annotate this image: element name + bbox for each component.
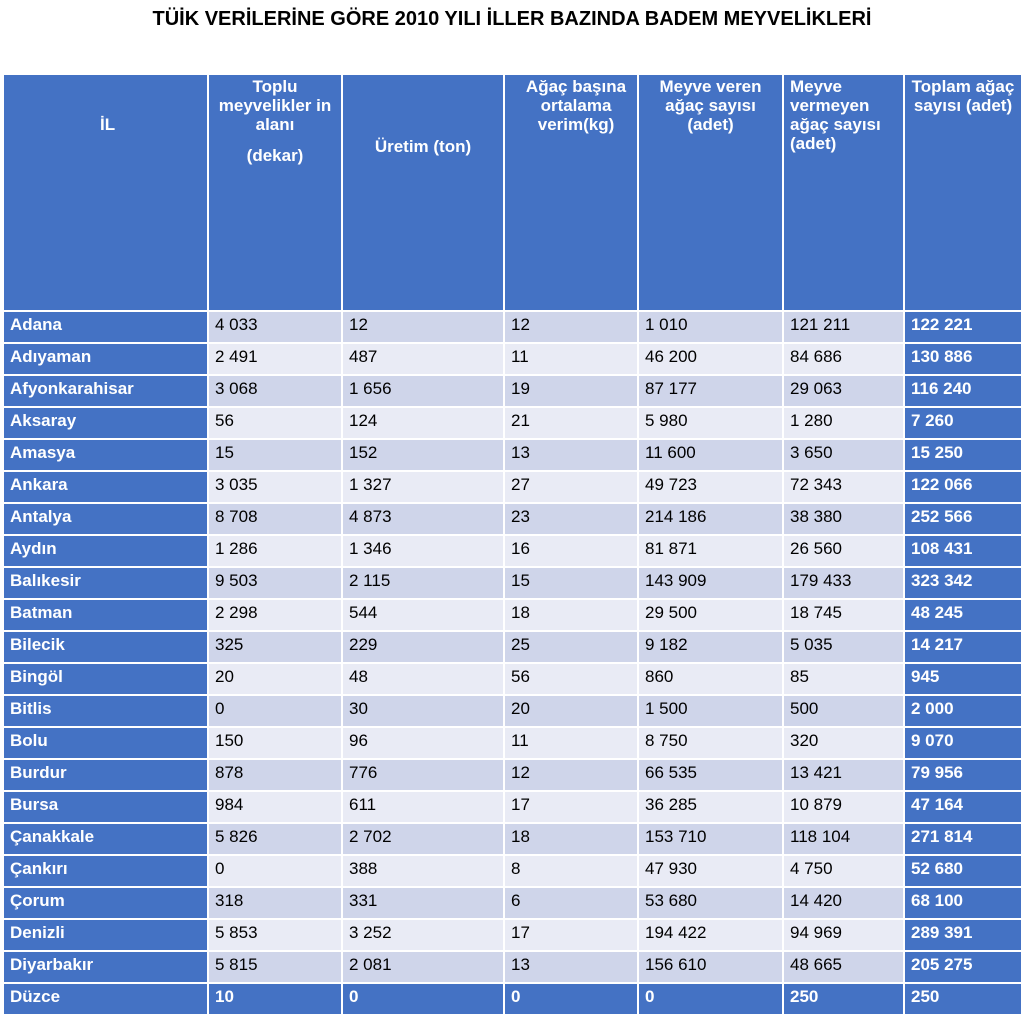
- cell-uretim: 30: [342, 695, 504, 727]
- cell-alan: 0: [208, 695, 342, 727]
- cell-uretim: 544: [342, 599, 504, 631]
- cell-vermeyen: 84 686: [783, 343, 904, 375]
- cell-verim: 17: [504, 919, 638, 951]
- cell-toplam: 289 391: [904, 919, 1022, 951]
- cell-toplam: 79 956: [904, 759, 1022, 791]
- cell-veren: 153 710: [638, 823, 783, 855]
- cell-verim: 13: [504, 439, 638, 471]
- table-row: [3, 471, 1022, 503]
- cell-veren: 66 535: [638, 759, 783, 791]
- cell-il: Çanakkale: [3, 823, 208, 855]
- cell-verim: 18: [504, 599, 638, 631]
- cell-vermeyen: 1 280: [783, 407, 904, 439]
- cell-il: Denizli: [3, 919, 208, 951]
- cell-verim: 16: [504, 535, 638, 567]
- cell-il: Amasya: [3, 439, 208, 471]
- cell-toplam: 271 814: [904, 823, 1022, 855]
- cell-il: Afyonkarahisar: [3, 375, 208, 407]
- cell-toplam: 2 000: [904, 695, 1022, 727]
- table-row: [3, 439, 1022, 471]
- cell-alan: 150: [208, 727, 342, 759]
- cell-vermeyen: 72 343: [783, 471, 904, 503]
- cell-toplam: 945: [904, 663, 1022, 695]
- cell-il: Burdur: [3, 759, 208, 791]
- cell-vermeyen: 500: [783, 695, 904, 727]
- cell-uretim: 96: [342, 727, 504, 759]
- cell-toplam: 15 250: [904, 439, 1022, 471]
- cell-alan: 10: [208, 983, 342, 1015]
- cell-vermeyen: 29 063: [783, 375, 904, 407]
- cell-alan: 5 826: [208, 823, 342, 855]
- table-row: [3, 951, 1022, 983]
- cell-il: Çankırı: [3, 855, 208, 887]
- cell-veren: 53 680: [638, 887, 783, 919]
- header-alan: Toplu meyvelikler in alanı (dekar): [208, 74, 342, 311]
- table-row: [3, 663, 1022, 695]
- cell-toplam: 14 217: [904, 631, 1022, 663]
- cell-il: Düzce: [3, 983, 208, 1015]
- table-row: [3, 823, 1022, 855]
- cell-toplam: 9 070: [904, 727, 1022, 759]
- cell-alan: 2 298: [208, 599, 342, 631]
- header-toplam: Toplam ağaç sayısı (adet): [904, 74, 1022, 311]
- cell-uretim: 1 656: [342, 375, 504, 407]
- cell-toplam: 122 066: [904, 471, 1022, 503]
- cell-il: Bursa: [3, 791, 208, 823]
- table-row: [3, 727, 1022, 759]
- table-row: [3, 919, 1022, 951]
- data-table: [2, 73, 1023, 1016]
- cell-uretim: 0: [342, 983, 504, 1015]
- cell-veren: 11 600: [638, 439, 783, 471]
- cell-veren: 1 010: [638, 311, 783, 343]
- cell-veren: 156 610: [638, 951, 783, 983]
- cell-uretim: 487: [342, 343, 504, 375]
- cell-alan: 5 815: [208, 951, 342, 983]
- page-title: TÜİK VERİLERİNE GÖRE 2010 YILI İLLER BAZINDA BADEM MEYVELİKLERİ: [152, 8, 872, 30]
- table-row: [3, 375, 1022, 407]
- cell-uretim: 776: [342, 759, 504, 791]
- cell-veren: 9 182: [638, 631, 783, 663]
- cell-veren: 81 871: [638, 535, 783, 567]
- cell-toplam: 205 275: [904, 951, 1022, 983]
- cell-veren: 5 980: [638, 407, 783, 439]
- cell-veren: 29 500: [638, 599, 783, 631]
- cell-veren: 214 186: [638, 503, 783, 535]
- cell-verim: 27: [504, 471, 638, 503]
- table-row: [3, 855, 1022, 887]
- cell-il: Bitlis: [3, 695, 208, 727]
- cell-verim: 13: [504, 951, 638, 983]
- cell-verim: 20: [504, 695, 638, 727]
- header-uretim: Üretim (ton): [342, 74, 504, 311]
- cell-vermeyen: 13 421: [783, 759, 904, 791]
- cell-il: Bolu: [3, 727, 208, 759]
- cell-alan: 878: [208, 759, 342, 791]
- cell-alan: 56: [208, 407, 342, 439]
- header-verim: Ağaç başına ortalama verim(kg): [504, 74, 638, 311]
- cell-verim: 12: [504, 759, 638, 791]
- cell-il: Bilecik: [3, 631, 208, 663]
- cell-alan: 2 491: [208, 343, 342, 375]
- cell-uretim: 611: [342, 791, 504, 823]
- cell-vermeyen: 3 650: [783, 439, 904, 471]
- cell-verim: 18: [504, 823, 638, 855]
- cell-verim: 25: [504, 631, 638, 663]
- cell-il: Adıyaman: [3, 343, 208, 375]
- cell-alan: 318: [208, 887, 342, 919]
- cell-vermeyen: 94 969: [783, 919, 904, 951]
- cell-veren: 8 750: [638, 727, 783, 759]
- table-row: [3, 791, 1022, 823]
- table-row: [3, 503, 1022, 535]
- cell-uretim: 152: [342, 439, 504, 471]
- cell-uretim: 229: [342, 631, 504, 663]
- cell-verim: 56: [504, 663, 638, 695]
- cell-vermeyen: 26 560: [783, 535, 904, 567]
- cell-veren: 0: [638, 983, 783, 1015]
- cell-toplam: 250: [904, 983, 1022, 1015]
- header-il: İL: [3, 74, 208, 311]
- cell-il: Ankara: [3, 471, 208, 503]
- cell-alan: 325: [208, 631, 342, 663]
- cell-verim: 11: [504, 343, 638, 375]
- cell-alan: 1 286: [208, 535, 342, 567]
- cell-toplam: 116 240: [904, 375, 1022, 407]
- cell-vermeyen: 85: [783, 663, 904, 695]
- cell-veren: 36 285: [638, 791, 783, 823]
- cell-il: Aydın: [3, 535, 208, 567]
- table-row: [3, 887, 1022, 919]
- cell-vermeyen: 250: [783, 983, 904, 1015]
- cell-toplam: 7 260: [904, 407, 1022, 439]
- cell-veren: 860: [638, 663, 783, 695]
- cell-veren: 49 723: [638, 471, 783, 503]
- cell-verim: 6: [504, 887, 638, 919]
- table-row: [3, 759, 1022, 791]
- header-veren: Meyve veren ağaç sayısı (adet): [638, 74, 783, 311]
- cell-alan: 3 068: [208, 375, 342, 407]
- cell-il: Çorum: [3, 887, 208, 919]
- header-row: [3, 74, 1022, 311]
- cell-vermeyen: 179 433: [783, 567, 904, 599]
- cell-alan: 20: [208, 663, 342, 695]
- cell-veren: 143 909: [638, 567, 783, 599]
- cell-veren: 194 422: [638, 919, 783, 951]
- cell-verim: 0: [504, 983, 638, 1015]
- table-row: [3, 983, 1022, 1015]
- cell-alan: 15: [208, 439, 342, 471]
- cell-uretim: 48: [342, 663, 504, 695]
- table-row: [3, 599, 1022, 631]
- cell-verim: 8: [504, 855, 638, 887]
- cell-uretim: 1 327: [342, 471, 504, 503]
- cell-vermeyen: 121 211: [783, 311, 904, 343]
- cell-alan: 4 033: [208, 311, 342, 343]
- cell-il: Diyarbakır: [3, 951, 208, 983]
- cell-alan: 8 708: [208, 503, 342, 535]
- cell-verim: 23: [504, 503, 638, 535]
- table-row: [3, 567, 1022, 599]
- cell-uretim: 2 702: [342, 823, 504, 855]
- cell-alan: 3 035: [208, 471, 342, 503]
- table-row: [3, 311, 1022, 343]
- table-row: [3, 695, 1022, 727]
- cell-vermeyen: 38 380: [783, 503, 904, 535]
- cell-il: Aksaray: [3, 407, 208, 439]
- cell-uretim: 124: [342, 407, 504, 439]
- header-vermeyen: Meyve vermeyen ağaç sayısı (adet): [783, 74, 904, 311]
- cell-uretim: 2 115: [342, 567, 504, 599]
- cell-uretim: 1 346: [342, 535, 504, 567]
- cell-il: Balıkesir: [3, 567, 208, 599]
- cell-il: Batman: [3, 599, 208, 631]
- cell-verim: 11: [504, 727, 638, 759]
- table-row: [3, 631, 1022, 663]
- cell-veren: 87 177: [638, 375, 783, 407]
- cell-uretim: 388: [342, 855, 504, 887]
- cell-vermeyen: 5 035: [783, 631, 904, 663]
- table-row: [3, 407, 1022, 439]
- cell-verim: 19: [504, 375, 638, 407]
- cell-il: Adana: [3, 311, 208, 343]
- cell-toplam: 47 164: [904, 791, 1022, 823]
- cell-verim: 21: [504, 407, 638, 439]
- cell-veren: 47 930: [638, 855, 783, 887]
- cell-uretim: 331: [342, 887, 504, 919]
- cell-verim: 12: [504, 311, 638, 343]
- cell-uretim: 4 873: [342, 503, 504, 535]
- cell-veren: 1 500: [638, 695, 783, 727]
- cell-vermeyen: 118 104: [783, 823, 904, 855]
- cell-verim: 17: [504, 791, 638, 823]
- cell-uretim: 12: [342, 311, 504, 343]
- cell-toplam: 68 100: [904, 887, 1022, 919]
- cell-alan: 0: [208, 855, 342, 887]
- cell-veren: 46 200: [638, 343, 783, 375]
- cell-vermeyen: 320: [783, 727, 904, 759]
- cell-toplam: 52 680: [904, 855, 1022, 887]
- cell-toplam: 122 221: [904, 311, 1022, 343]
- cell-vermeyen: 10 879: [783, 791, 904, 823]
- cell-uretim: 3 252: [342, 919, 504, 951]
- cell-vermeyen: 48 665: [783, 951, 904, 983]
- cell-vermeyen: 14 420: [783, 887, 904, 919]
- cell-alan: 984: [208, 791, 342, 823]
- table-row: [3, 535, 1022, 567]
- cell-alan: 5 853: [208, 919, 342, 951]
- cell-toplam: 323 342: [904, 567, 1022, 599]
- cell-vermeyen: 4 750: [783, 855, 904, 887]
- cell-vermeyen: 18 745: [783, 599, 904, 631]
- cell-toplam: 108 431: [904, 535, 1022, 567]
- cell-il: Bingöl: [3, 663, 208, 695]
- cell-verim: 15: [504, 567, 638, 599]
- cell-uretim: 2 081: [342, 951, 504, 983]
- cell-alan: 9 503: [208, 567, 342, 599]
- cell-il: Antalya: [3, 503, 208, 535]
- cell-toplam: 130 886: [904, 343, 1022, 375]
- cell-toplam: 252 566: [904, 503, 1022, 535]
- cell-toplam: 48 245: [904, 599, 1022, 631]
- table-row: [3, 343, 1022, 375]
